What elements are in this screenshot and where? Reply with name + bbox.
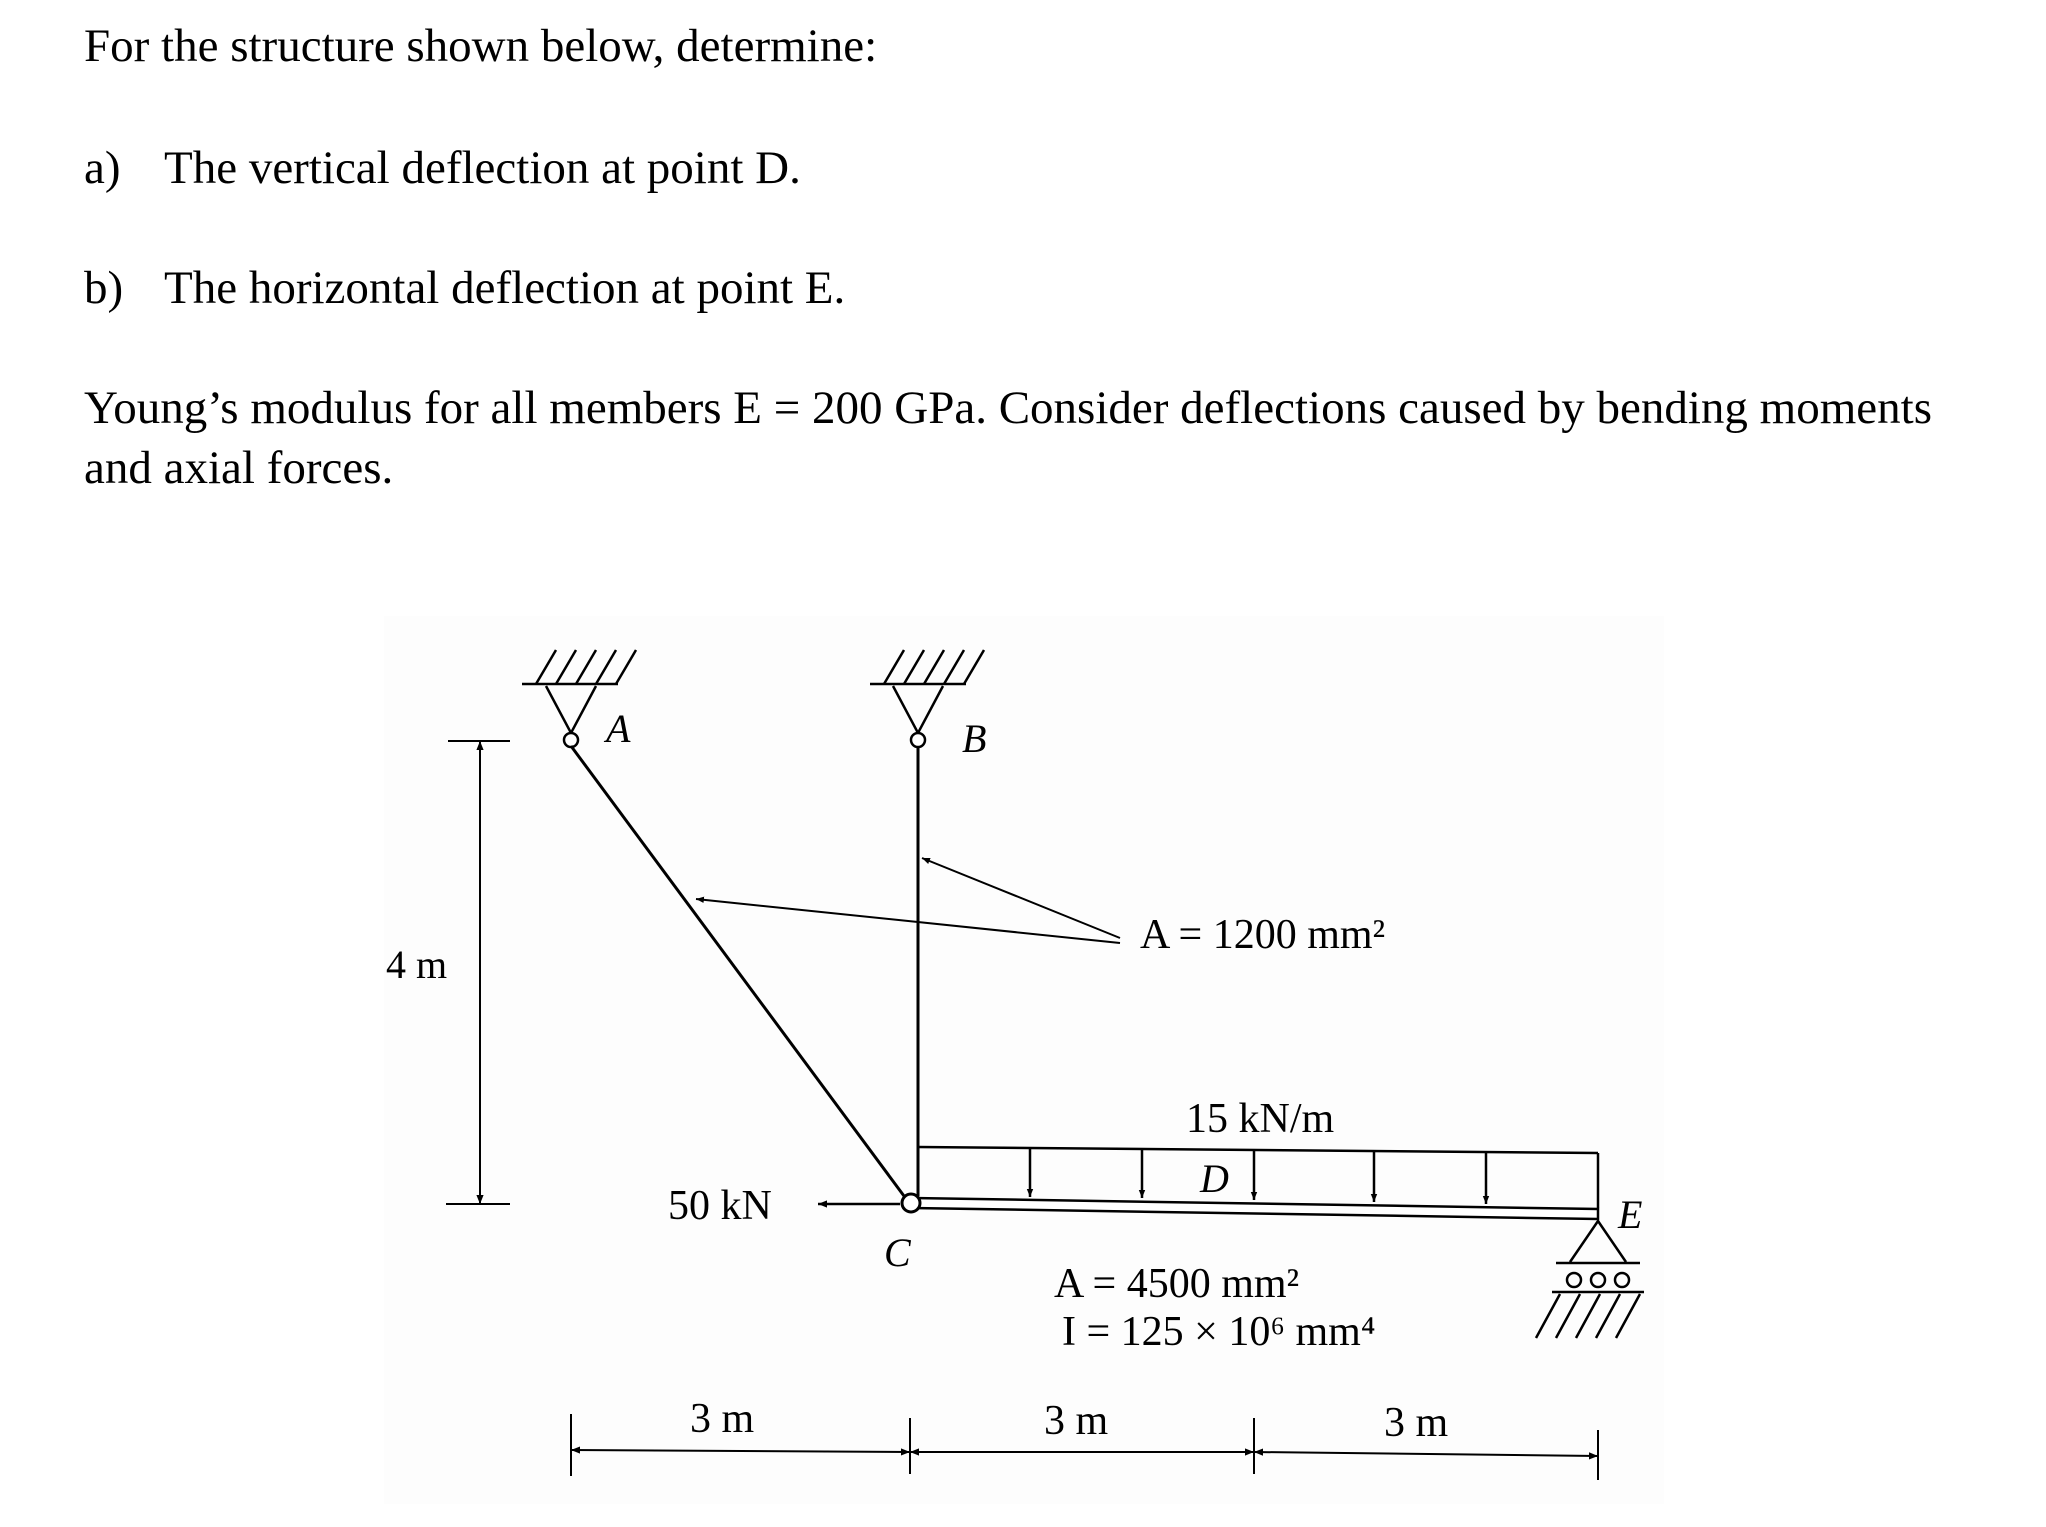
height-dimension-label: 4 m [386,942,448,987]
part-a-label: a) [84,142,121,194]
height-dimension [446,741,510,1204]
material-note: Young’s modulus for all members E = 200 GPa. Consider deflections caused by bending moments and axial forces. [84,382,1932,494]
support-e-roller [1536,1221,1644,1338]
member-ac [571,746,904,1196]
part-a-text: The vertical deflection at point D. [164,142,801,194]
label-e: E [1618,1192,1643,1237]
problem-intro: For the structure shown below, determine: [84,20,878,72]
label-d: D [1200,1156,1229,1201]
span-label-3: 3 m [1384,1400,1449,1446]
truss-area-label: A = 1200 mm² [1140,912,1386,958]
beam-ce [912,1198,1598,1219]
label-b: B [962,716,987,761]
leader-to-ac [696,899,1120,943]
label-a: A [606,706,631,751]
label-c: C [884,1230,911,1275]
beam-area-label: A = 4500 mm² [1054,1261,1300,1307]
span-label-1: 3 m [690,1396,755,1442]
span-label-2: 3 m [1044,1398,1109,1444]
part-b-text: The horizontal deflection at point E. [164,262,846,314]
distributed-load-label: 15 kN/m [1186,1096,1335,1142]
beam-inertia-label: I = 125 × 10⁶ mm⁴ [1062,1309,1376,1355]
part-b-label: b) [84,262,124,314]
point-load-label: 50 kN [668,1183,772,1229]
